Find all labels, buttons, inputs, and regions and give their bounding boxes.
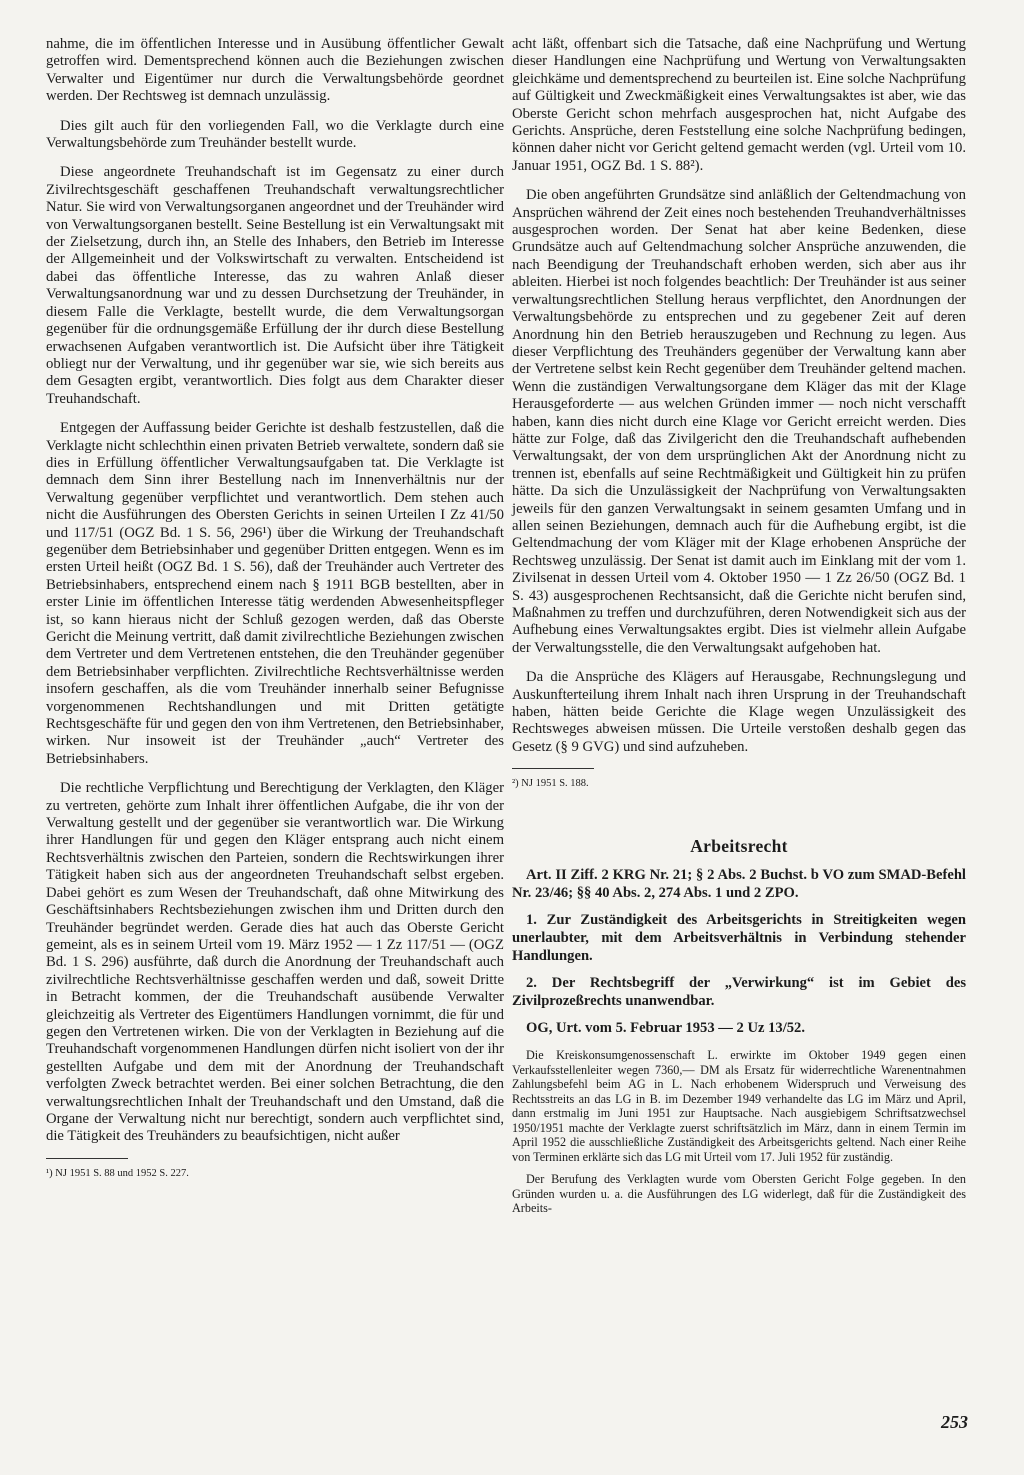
headnote-1: 1. Zur Zuständigkeit des Arbeitsgerichts in Streitigkeiten wegen unerlaubter, mit dem Arbeitsverhältnis in Verbindung stehender Handlungen.	[512, 912, 966, 964]
footnote-divider	[46, 1158, 128, 1159]
case-citation: OG, Urt. vom 5. Februar 1953 — 2 Uz 13/52.	[526, 1020, 806, 1037]
paragraph: acht läßt, offenbart sich die Tatsache, daß eine Nachprüfung und Wertung dieser Handlungen eine Nachprüfung und Wertung von Verwaltungsakten gleichkäme und dementsprechend zu beurteilen ist. Eine solche Nachprüfung auf Gültigkeit und Zweckmäßigkeit eines Verwaltungsaktes ist aber, wie das Oberste Gericht schon mehrfach ausgesprochen hat, nicht Aufgabe des Gerichts. Ansprüche, deren Feststellung eine solche Nachprüfung bedingen, können daher nicht vor Gericht geltend gemacht werden (vgl. Urteil vom 10. Januar 1951, OGZ Bd. 1 S. 88²).	[512, 36, 966, 174]
case-facts: Die Kreiskonsumgenossenschaft L. erwirkte im Oktober 1949 gegen einen Verkaufsstellenleiter wegen 7360,— DM als Ersatz für widerrechtliche Warenentnahmen Zahlungsbefehl beim AG in L. Nach erhobenem Widerspruch und Verweisung des Rechtsstreits an das LG in B. im Dezember 1949 verhandelte das LG im März und April, dann erstmalig im Juni 1951 zur Hauptsache. Nach ausgiebigem Schriftsatzwechsel 1950/1951 machte der Verklagte zuerst schriftsätzlich im März, dann in einem Termin im April 1952 die ausschließliche Zuständigkeit des Arbeitsgerichts geltend. Nach einer Reihe von Terminen erklärte sich das LG mit Urteil vom 17. Juli 1952 für zuständig.	[512, 1048, 966, 1164]
footnote: ¹) NJ 1951 S. 88 und 1952 S. 227.	[46, 1167, 189, 1179]
paragraph: nahme, die im öffentlichen Interesse und in Ausübung öffentlicher Gewalt getroffen wird. Dementsprechend können auch die Beziehungen zwischen Verwalter und Eigentümer nur durch die Verwaltungsbehörde geordnet werden. Der Rechtsweg ist demnach unzulässig.	[46, 36, 504, 105]
paragraph: Die oben angeführten Grundsätze sind anläßlich der Geltendmachung von Ansprüchen während der Zeit eines noch bestehenden Treuhandverhältnisses ausgesprochen worden. Der Senat hat aber keine Bedenken, diese Grundsätze auch auf Geltendmachung solcher Ansprüche anzuwenden, die nach Beendigung der Treuhandschaft erhoben werden, sich aber aus ihr ableiten. Hierbei ist noch folgendes beachtlich: Der Treuhänder ist aus seiner verwaltungsrechtlichen Stellung heraus verpflichtet, den Anordnungen der Verwaltungsbehörde zu entsprechen und zu gegebener Zeit auf deren Anordnung hin den Betrieb herauszugeben und Rechnung zu legen. Aus dieser Verpflichtung des Treuhänders gegenüber der Verwaltung kann aber der Vertretene selbst kein Recht gegenüber dem Treuhänder geltend machen. Wenn die zuständigen Verwaltungsorgane dem Kläger das mit der Klage Herausgeforderte — aus welchen Gründen immer — noch nicht verschafft haben, kann dies nicht durch eine Klage vor Gericht erreicht werden. Dies hätte zur Folge, daß das Zivilgericht den die Treuhandschaft aufhebenden Verwaltungsakt, der von dem ursprünglichen Akt der Anordnung nicht zu trennen ist, ebenfalls auf seine Rechtmäßigkeit und Gültigkeit hin zu prüfen hätte. Da sich die Unzulässigkeit der Nachprüfung von Verwaltungsakten jeweils für den ganzen Verwaltungsakt in seinem gesamten Umfang und in allen seinen Beziehungen, demnach auch für die Aufhebung ergibt, ist die Geltendmachung der vom Kläger mit der Klage erhobenen Ansprüche der Rechtsweg unzulässig. Der Senat ist damit auch im Einklang mit der vom 1. Zivilsenat in dessen Urteil vom 4. Oktober 1950 — 1 Zz 26/50 (OGZ Bd. 1 S. 43) ausgesprochenen Rechtsansicht, daß die Gerichte nicht berufen sind, Maßnahmen zu treffen und durchzuführen, deren Notwendigkeit sich aus der Aufhebung eines Verwaltungsaktes ergibt. Dies ist vielmehr allein Aufgabe der Verwaltungsstelle, die den Verwaltungsakt aufgehoben hat.	[512, 187, 966, 656]
footnote-divider	[512, 768, 594, 769]
paragraph: Die rechtliche Verpflichtung und Berechtigung der Verklagten, den Kläger zu vertreten, gehörte zum Inhalt ihrer öffentlichen Aufgabe, die ihr von der Verwaltung gestellt und der gegenüber sie verantwortlich war. Die Wirkung ihrer Handlungen für und gegen den Kläger entsprang auch nicht einem Rechtsverhältnis zwischen den Parteien, sondern die Rechtswirkungen ihrer Tätigkeit haben sich aus der angeordneten Treuhandschaft selbst ergeben. Dabei gehört es zum Wesen der Treuhandschaft, daß ohne Mitwirkung des Geschäftsinhabers Rechtsbeziehungen zwischen ihm und Dritten durch den Treuhänder begründet werden. Gerade dies hat auch das Oberste Gericht gemeint, als es in seinem Urteil vom 19. März 1952 — 1 Zz 117/51 — (OGZ Bd. 1 S. 296) ausführte, daß durch die Anordnung der Treuhandschaft auch zivilrechtliche Rechtsverhältnisse geschaffen werden und daß, soweit Dritte in Betracht kommen, der die Treuhandschaft ausübende Verwalter gleichzeitig als Vertreter des Eigentümers Handlungen vornimmt, die für und gegen den Vertretenen wirken. Die von der Verklagten in Beziehung auf die Treuhandschaft vorgenommenen Handlungen dürfen nicht isoliert von der ihr gestellten Aufgabe und dem mit der Anordnung der Treuhandschaft verfolgten Zweck betrachtet werden. Bei einer solchen Betrachtung, die den verwaltungsrechtlichen Inhalt der Treuhandschaft und den Umstand, daß die Organe der Verwaltung nicht nur berechtigt, sondern auch verpflichtet sind, die Tätigkeit des Treuhänders zu beaufsichtigen, nicht außer	[46, 780, 504, 1145]
case-facts: Der Berufung des Verklagten wurde vom Obersten Gericht Folge gegeben. In den Gründen wurden u. a. die Ausführungen des LG widerlegt, daß für die Zuständigkeit des Arbeits-	[512, 1172, 966, 1215]
paragraph: Da die Ansprüche des Klägers auf Herausgabe, Rechnungslegung und Auskunfterteilung ihrem Inhalt nach ihren Ursprung in der Treuhandschaft haben, hätten beide Gerichte die Klage wegen Unzulässigkeit des Rechtsweges abweisen müssen. Die Urteile verstoßen deshalb gegen das Gesetz (§ 9 GVG) und sind aufzuheben.	[512, 669, 966, 755]
left-column	[46, 36, 504, 1180]
right-column	[512, 36, 966, 1224]
footnote: ²) NJ 1951 S. 188.	[512, 778, 589, 790]
section-title: Arbeitsrecht	[690, 836, 788, 857]
paragraph: Entgegen der Auffassung beider Gerichte ist deshalb festzustellen, daß die Verklagte nicht schlechthin einen privaten Betrieb verwaltete, sondern daß sie dies in Erfüllung öffentlicher Verwaltungsaufgaben tat. Die Verklagte ist demnach dem Sinn ihrer Bestellung nach im Innenverhältnis nur der Verwaltung gegenüber verpflichtet und verantwortlich. Dem stehen auch nicht die Ausführungen des Obersten Gerichts in seinen Urteilen I Zz 41/50 und 117/51 (OGZ Bd. 1 S. 56, 296¹) über die Wirkung der Treuhandschaft gegenüber dem Betriebsinhaber und gegenüber Dritten entgegen. Wenn es im ersten Urteil heißt (OGZ Bd. 1 S. 56), daß der Treuhänder auch Vertreter des Betriebsinhabers, entsprechend einem nach § 1911 BGB bestellten, aber in erster Linie im öffentlichen Interesse tätig werdenden Abwesenheitspfleger ist, so kann hieraus nicht der Schluß gezogen werden, daß das Oberste Gericht die Meinung vertritt, daß damit zivilrechtliche Beziehungen zwischen dem Vertreter und dem Vertretenen entstehen, die den Treuhänder gegenüber dem Betriebsinhaber verpflichten. Zivilrechtliche Rechtsverhältnisse werden insofern geschaffen, als die vom Treuhänder innerhalb seiner Befugnisse vorgenommenen Rechtshandlungen und mit Dritten getätigte Rechtsgeschäfte für und gegen den von ihm Vertretenen, den Betriebsinhaber, wirken. Nur insoweit ist der Treuhänder „auch“ Vertreter des Betriebsinhabers.	[46, 420, 505, 767]
page-number: 253	[941, 1412, 968, 1432]
headnote-legal-basis: Art. II Ziff. 2 KRG Nr. 21; § 2 Abs. 2 Buchst. b VO zum SMAD-Befehl Nr. 23/46; §§ 40 Abs. 2, 274 Abs. 1 und 2 ZPO.	[512, 867, 966, 901]
paragraph: Diese angeordnete Treuhandschaft ist im Gegensatz zu einer durch Zivilrechtsgeschäft geschaffenen Treuhandschaft verwaltungsrechtlicher Natur. Sie wird von Verwaltungsorganen angeordnet und der Treuhänder wird von Verwaltungsorganen bestellt. Seine Bestellung ist ein Verwaltungsakt mit der Zielsetzung, durch ihn, an Stelle des Inhabers, den Betrieb im Interesse der Allgemeinheit und der Volkswirtschaft zu verwalten. Entscheidend ist dabei das öffentliche Interesse, das zu wahren Anlaß dieser Verwaltungsanordnung war und zu dessen Durchsetzung der Treuhänder, in diesem Falle die Verklagte, bestellt wurde, die dem Verwaltungsorgan gegenüber für die ordnungsgemäße Erfüllung der ihr durch diese Bestellung erwachsenen Aufgaben verantwortlich ist. Die Aufsicht über ihre Tätigkeit obliegt nur der Verwaltung, und ihr gegenüber war sie, wie sich bereits aus dem Gesagten ergibt, verantwortlich. Dies folgt aus dem Charakter dieser Treuhandschaft.	[46, 164, 504, 407]
headnote-2: 2. Der Rechtsbegriff der „Verwirkung“ ist im Gebiet des Zivilprozeßrechts unanwendbar.	[512, 975, 966, 1009]
paragraph: Dies gilt auch für den vorliegenden Fall, wo die Verklagte durch eine Verwaltungsbehörde zum Treuhänder bestellt wurde.	[46, 117, 504, 152]
